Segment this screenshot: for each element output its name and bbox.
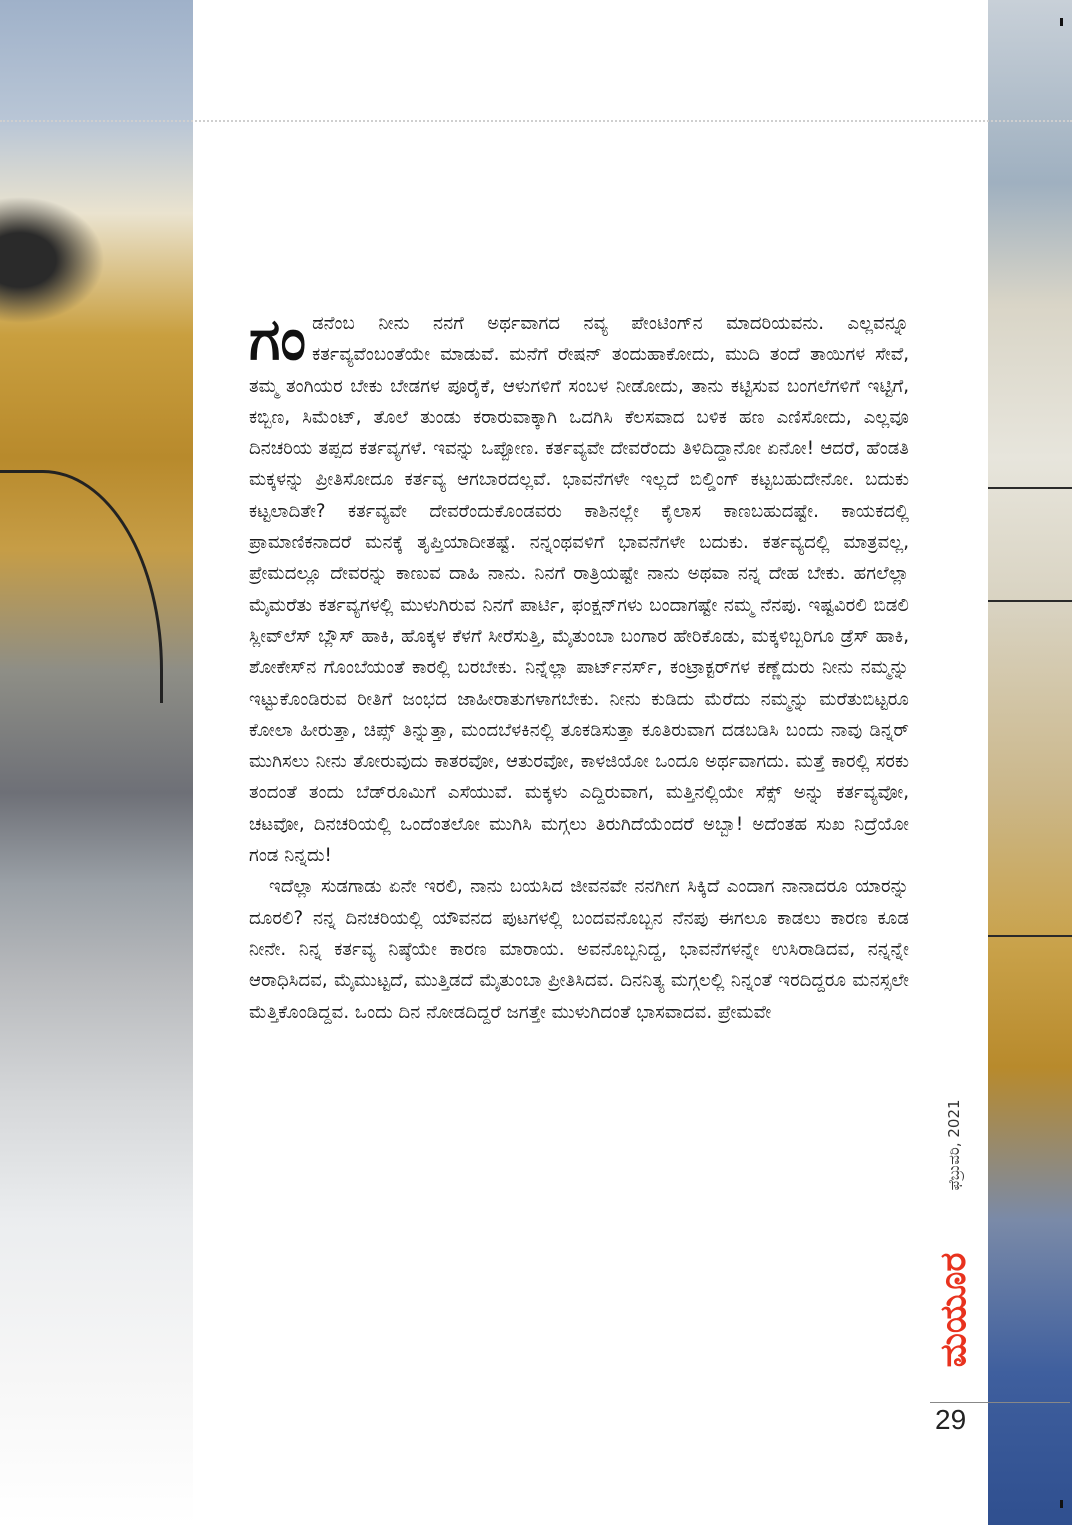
crop-mark [1060,1500,1063,1508]
dotted-divider [0,120,1072,122]
paragraph-text: ಇದೆಲ್ಲಾ ಸುಡಗಾಡು ಏನೇ ಇರಲಿ, ನಾನು ಬಯಸಿದ ಜೀವನವೇ ನನಗೀಗ ಸಿಕ್ಕಿದೆ ಎಂದಾಗ ನಾನಾದರೂ ಯಾರನ್ನು ದೂರಲಿ? ನನ್ನ ದಿನಚರಿಯಲ್ಲಿ ಯೌವನದ ಪುಟಗಳಲ್ಲಿ ಬಂದವನೊಬ್ಬನ ನೆನಪು ಈಗಲೂ ಕಾಡಲು ಕಾರಣ ಕೂಡ ನೀನೇ. ನಿನ್ನ ಕರ್ತವ್ಯ ನಿಷ್ಠೆಯೇ ಕಾರಣ ಮಾರಾಯ. ಅವನೊಬ್ಬನಿದ್ದ, ಭಾವನೆಗಳನ್ನೇ ಉಸಿರಾಡಿದವ, ನನ್ನನ್ನೇ ಆರಾಧಿಸಿದವ, ಮೈಮುಟ್ಟದೆ, ಮುತ್ತಿಡದೆ ಮೈತುಂಬಾ ಪ್ರೀತಿಸಿದವ. ದಿನನಿತ್ಯ ಮಗ್ಗಲಲ್ಲಿ ನಿನ್ನಂತೆ ಇರದಿದ್ದರೂ ಮನಸ್ಸಲೇ ಮೆತ್ತಿಕೊಂಡಿದ್ದವ. ಒಂದು ದಿನ ನೋಡದಿದ್ದರೆ ಜಗತ್ತೇ ಮುಳುಗಿದಂತೆ ಭಾಸವಾದವ. ಪ್ರೇಮವೇ [249,876,909,1023]
issue-date-text: ಫೆಬ್ರುವರಿ, 2021 [945,1099,963,1191]
crop-mark [1060,18,1063,26]
article-body [249,305,909,1028]
paragraph [249,871,909,1027]
paragraph [249,305,909,871]
left-painting-panel [0,0,193,1525]
paragraph-text: ಡನೆಂಬ ನೀನು ನನಗೆ ಅರ್ಥವಾಗದ ನವ್ಯ ಪೇಂಟಿಂಗ್‌ನ ಮಾದರಿಯವನು. ಎಲ್ಲವನ್ನೂ ಕರ್ತವ್ಯವೆಂಬಂತೆಯೇ ಮಾಡುವೆ. ಮನೆಗೆ ರೇಷನ್ ತಂದುಹಾಕೋದು, ಮುದಿ ತಂದೆ ತಾಯಿಗಳ ಸೇವೆ, ತಮ್ಮ ತಂಗಿಯರ ಬೇಕು ಬೇಡಗಳ ಪೂರೈಕೆ, ಆಳುಗಳಿಗೆ ಸಂಬಳ ನೀಡೋದು, ತಾನು ಕಟ್ಟಿಸುವ ಬಂಗಲೆಗಳಿಗೆ ಇಟ್ಟಿಗೆ, ಕಬ್ಬಿಣ, ಸಿಮೆಂಟ್, ತೊಲೆ ತುಂಡು ಕರಾರುವಾಕ್ಕಾಗಿ ಒದಗಿಸಿ ಕೆಲಸವಾದ ಬಳಿಕ ಹಣ ಎಣಿಸೋದು, ಎಲ್ಲವೂ ದಿನಚರಿಯ ತಪ್ಪದ ಕರ್ತವ್ಯಗಳೆ. ಇವನ್ನು ಒಪ್ಪೋಣ. ಕರ್ತವ್ಯವೇ ದೇವರೆಂದು ತಿಳಿದಿದ್ದಾನೋ ಏನೋ! ಆದರೆ, ಹೆಂಡತಿ ಮಕ್ಕಳನ್ನು ಪ್ರೀತಿಸೋದೂ ಕರ್ತವ್ಯ ಆಗಬಾರದಲ್ಲವೆ. ಭಾವನೆಗಳೇ ಇಲ್ಲದೆ ಬಿಲ್ಡಿಂಗ್ ಕಟ್ಟಬಹುದೇನೋ. ಬದುಕು ಕಟ್ಟಲಾದಿತೇ? ಕರ್ತವ್ಯವೇ ದೇವರೆಂದುಕೊಂಡವರು ಕಾಶಿನಲ್ಲೇ ಕೈಲಾಸ ಕಾಣಬಹುದಷ್ಟೇ. ಕಾಯಕದಲ್ಲಿ ಪ್ರಾಮಾಣಿಕನಾದರೆ ಮನಕ್ಕೆ ತೃಪ್ತಿಯಾದೀತಷ್ಟೆ. ನನ್ನಂಥವಳಿಗೆ ಭಾವನೆಗಳೇ ಬದುಕು. ಕರ್ತವ್ಯದಲ್ಲಿ ಮಾತ್ರವಲ್ಲ, ಪ್ರೇಮದಲ್ಲೂ ದೇವರನ್ನು ಕಾಣುವ ದಾಹಿ ನಾನು. ನಿನಗೆ ರಾತ್ರಿಯಷ್ಟೇ ನಾನು ಅಥವಾ ನನ್ನ ದೇಹ ಬೇಕು. ಹಗಲೆಲ್ಲಾ ಮೈಮರೆತು ಕರ್ತವ್ಯಗಳಲ್ಲಿ ಮುಳುಗಿರುವ ನಿನಗೆ ಪಾರ್ಟಿ, ಫಂಕ್ಷನ್‌ಗಳು ಬಂದಾಗಷ್ಟೇ ನಮ್ಮ ನೆನಪು. ಇಷ್ಟವಿರಲಿ ಬಿಡಲಿ ಸ್ಲೀವ್‌ಲೆಸ್ ಬ್ಲೌಸ್ ಹಾಕಿ, ಹೊಕ್ಕಳ ಕೆಳಗೆ ಸೀರೆಸುತ್ತಿ, ಮೈತುಂಬಾ ಬಂಗಾರ ಹೇರಿಕೊಡು, ಮಕ್ಕಳಿಬ್ಬರಿಗೂ ಡ್ರೆಸ್ ಹಾಕಿ, ಶೋಕೇಸ್‌ನ ಗೊಂಬೆಯಂತೆ ಕಾರಲ್ಲಿ ಬರಬೇಕು. ನಿನ್ನೆಲ್ಲಾ ಪಾರ್ಟ್‌ನರ್ಸ್, ಕಂಟ್ರಾಕ್ಟರ್‌ಗಳ ಕಣ್ಣೆದುರು ನೀನು ನಮ್ಮನ್ನು ಇಟ್ಟುಕೊಂಡಿರುವ ರೀತಿಗೆ ಜಂಭದ ಜಾಹೀರಾತುಗಳಾಗಬೇಕು. ನೀನು ಕುಡಿದು ಮೆರೆದು ನಮ್ಮನ್ನು ಮರೆತುಬಿಟ್ಟರೂ ಕೋಲಾ ಹೀರುತ್ತಾ, ಚಿಪ್ಸ್ ತಿನ್ನುತ್ತಾ, ಮಂದಬೆಳಕಿನಲ್ಲಿ ತೂಕಡಿಸುತ್ತಾ ಕೂತಿರುವಾಗ ದಡಬಡಿಸಿ ಬಂದು ನಾವು ಡಿನ್ನರ್ ಮುಗಿಸಲು ನೀನು ತೋರುವುದು ಕಾತರವೋ, ಆತುರವೋ, ಕಾಳಜಿಯೋ ಒಂದೂ ಅರ್ಥವಾಗದು. ಮತ್ತೆ ಕಾರಲ್ಲಿ ಸರಕು ತಂದಂತೆ ತಂದು ಬೆಡ್‌ರೂಮಿಗೆ ಎಸೆಯುವೆ. ಮಕ್ಕಳು ಎದ್ದಿರುವಾಗ, ಮತ್ತಿನಲ್ಲಿಯೇ ಸೆಕ್ಸ್ ಅನ್ನು ಕರ್ತವ್ಯವೋ, ಚಟವೋ, ದಿನಚರಿಯಲ್ಲಿ ಒಂದೆಂತಲೋ ಮುಗಿಸಿ ಮಗ್ಗಲು ತಿರುಗಿದೆಯೆಂದರೆ ಅಬ್ಬಾ! ಅದೆಂತಹ ಸುಖ ನಿದ್ರೆಯೋ ಗಂಡ ನಿನ್ನದು! [249,313,909,867]
painting-line [988,935,1072,937]
painting-line [988,487,1072,489]
painting-line [988,600,1072,602]
magazine-logo [924,1230,984,1390]
drop-cap: ಗಂ [249,305,307,373]
page-number-rule [930,1402,1070,1403]
page-number: 29 [935,1404,967,1435]
magazine-name-text: ಮಯೂರ [933,1252,974,1368]
right-painting-panel [988,0,1072,1525]
issue-date [924,1070,984,1220]
painting-brush-stroke [0,470,163,703]
